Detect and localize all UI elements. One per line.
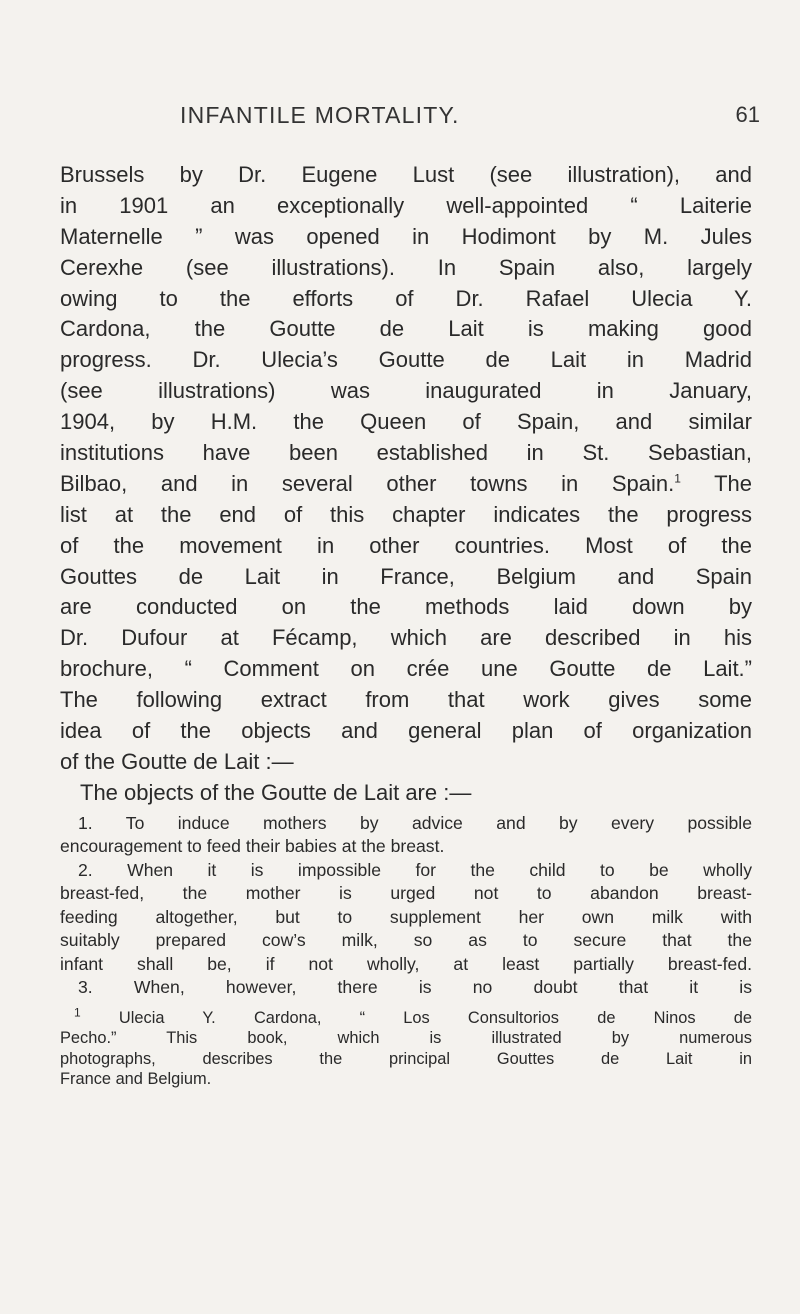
text-fragment: The <box>680 470 753 496</box>
text-line: owing to the efforts of Dr. Rafael Ulecia Y. <box>60 285 752 311</box>
footnote-line: Pecho.” This book, which is illustrated by numerous <box>60 1029 752 1048</box>
text-fragment: Bilbao, and in several other towns in Spain. <box>60 470 675 496</box>
list-item-line: infant shall be, if not wholly, at least partially breast-fed. <box>60 953 752 974</box>
list-item-line: suitably prepared cow’s milk, so as to secure that the <box>60 930 752 951</box>
running-head <box>60 102 760 136</box>
text-line: The objects of the Goutte de Lait are :— <box>80 779 472 805</box>
text-line: The following extract from that work gives some <box>60 687 752 713</box>
text-line: 1904, by H.M. the Queen of Spain, and similar <box>60 409 752 435</box>
footnote-reference: 1 <box>674 471 681 486</box>
text-line: of the movement in other countries. Most of the <box>60 532 752 558</box>
text-line: Dr. Dufour at Fécamp, which are described in his <box>60 625 752 651</box>
text-line: in 1901 an exceptionally well-appointed “ Laiterie <box>60 192 752 218</box>
page-number: 61 <box>735 102 760 127</box>
list-item-line: encouragement to feed their babies at the breast. <box>60 836 445 857</box>
text-line: idea of the objects and general plan of organization <box>60 718 752 744</box>
footnote-line <box>60 1005 752 1029</box>
objects-list <box>60 812 752 1000</box>
running-title: INFANTILE MORTALITY. <box>180 102 460 128</box>
footnote-line: photographs, describes the principal Gouttes de Lait in <box>60 1049 752 1068</box>
text-line: list at the end of this chapter indicates the progress <box>60 501 752 527</box>
text-line: Cardona, the Goutte de Lait is making good <box>60 316 752 342</box>
main-text <box>60 160 752 1090</box>
text-line: Gouttes de Lait in France, Belgium and Spain <box>60 563 752 589</box>
list-item-line: feeding altogether, but to supplement her own milk with <box>60 906 752 927</box>
text-line: (see illustrations) was inaugurated in January, <box>60 378 752 404</box>
text-line: brochure, “ Comment on crée une Goutte de Lait.” <box>60 656 752 682</box>
footnote-marker: 1 <box>74 1005 81 1020</box>
list-item-line: 1. To induce mothers by advice and by every possible <box>78 812 752 833</box>
text-line: Brussels by Dr. Eugene Lust (see illustration), and <box>60 162 752 187</box>
text-line: progress. Dr. Ulecia’s Goutte de Lait in Madrid <box>60 347 752 373</box>
paragraph-main <box>60 160 752 809</box>
text-line: of the Goutte de Lait :— <box>60 748 294 774</box>
list-item-line: breast-fed, the mother is urged not to abandon breast- <box>60 883 752 904</box>
text-line: Maternelle ” was opened in Hodimont by M. Jules <box>60 223 752 249</box>
list-item-line: 3. When, however, there is no doubt that it is <box>78 977 752 998</box>
list-item-line: 2. When it is impossible for the child to be wholly <box>78 859 752 880</box>
text-line: are conducted on the methods laid down by <box>60 594 752 620</box>
text-fragment: Ulecia Y. Cardona, “ Los Consultorios de Ninos de <box>80 1008 752 1027</box>
text-line: institutions have been established in St. Sebastian, <box>60 440 752 466</box>
footnote <box>60 1005 752 1090</box>
footnote-line: France and Belgium. <box>60 1070 212 1089</box>
text-line: Cerexhe (see illustrations). In Spain also, largely <box>60 254 752 280</box>
text-line-with-footnote <box>60 469 752 500</box>
